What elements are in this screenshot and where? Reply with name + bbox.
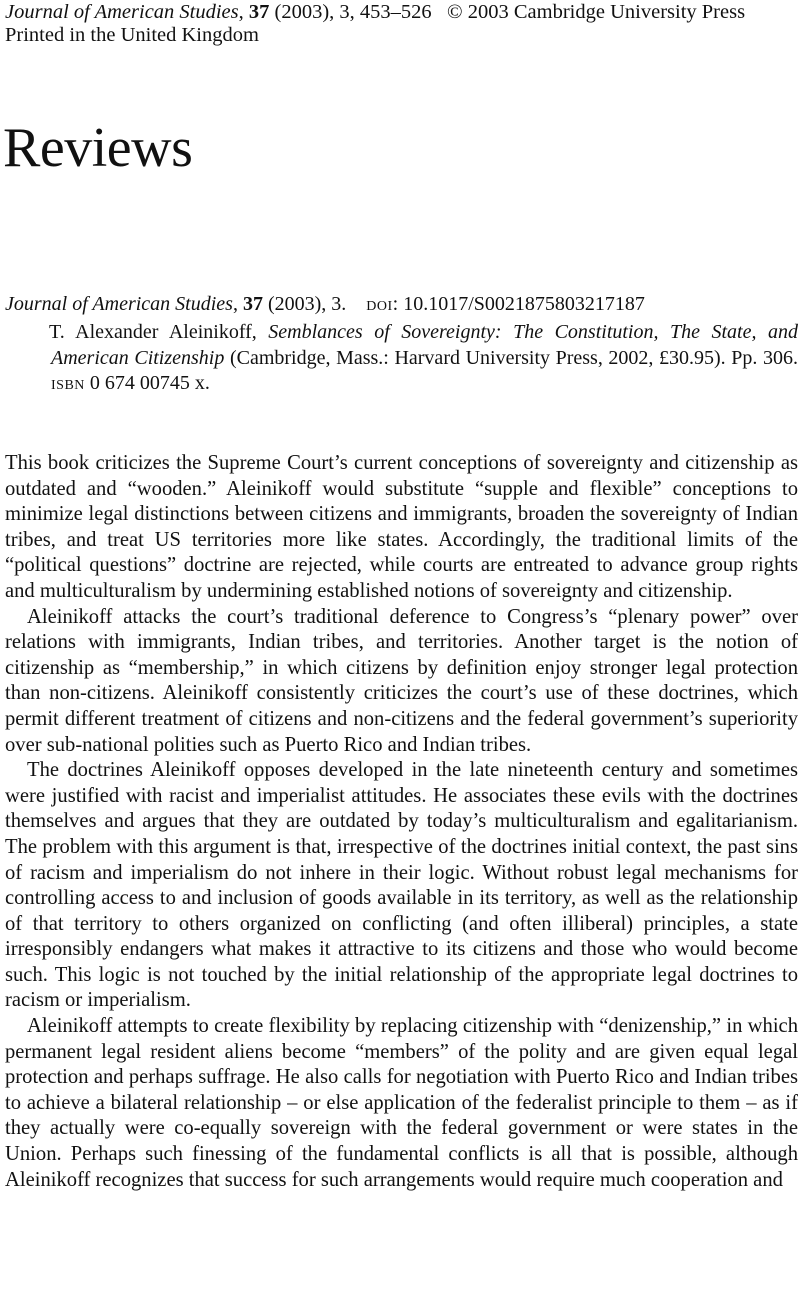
header-volume: 37 <box>248 1 270 23</box>
review-paragraph: Aleinikoff attempts to create flexibility by replacing citizenship with “denizenship,” in which permanent legal resident aliens become “members” of the polity and are given equal legal protection and perhaps suffrage. He also calls for negotiation with Puerto Rico and Indian tribes to achieve a bilateral relationship – or else application of the federalist principle to them – as if they actually were co-equally sovereign with the federal government or were states in the Union. Perhaps such finessing of the fundamental conflicts is all that is possible, although Aleinikoff recognizes that success for such arrangements would require much cooperation and <box>5 1015 798 1191</box>
book-author: T. Alexander Aleinikoff, <box>49 321 269 343</box>
doi-label: doi <box>366 293 393 315</box>
citation-line <box>5 292 645 316</box>
doi-value: : 10.1017/S0021875803217187 <box>392 293 645 315</box>
header-printed-line: Printed in the United Kingdom <box>5 24 259 46</box>
header-issue-pages: (2003), 3, 453–526 <box>269 1 432 23</box>
citation-comma: , <box>232 293 243 315</box>
book-citation <box>51 320 798 397</box>
header-journal-name: Journal of American Studies <box>5 1 239 23</box>
review-paragraph: This book criticizes the Supreme Court’s current conceptions of sovereignty and citizenship as outdated and “wooden.” Aleinikoff would substitute “supple and flexible” conceptions to minimize legal distinctions between citizens and immigrants, broaden the sovereignty of Indian tribes, and treat US territories more like states. Accordingly, the traditional limits of the “political questions” doctrine are rejected, while courts are entreated to advance group rights and multiculturalism by undermining established notions of sovereignty and citizenship. <box>5 452 798 602</box>
review-body <box>5 451 798 1193</box>
book-title: Semblances of Sovereignty: The Constitution, The State, and American Citizenship <box>51 321 798 369</box>
header-copyright: 2003 Cambridge University Press <box>462 1 746 23</box>
section-title: Reviews <box>3 117 193 179</box>
citation-volume: 37 <box>242 293 263 315</box>
isbn-label: isbn <box>51 372 85 394</box>
review-paragraph: The doctrines Aleinikoff opposes developed in the late nineteenth century and sometimes were justified with racist and imperialist attitudes. He associates these evils with the doctrines themselves and argues that they are outdated by today’s multiculturalism and egalitarianism. The problem with this argument is that, irrespective of the doctrines initial context, the past sins of racism and imperialism do not inhere in their logic. Without robust legal mechanisms for controlling access to and inclusion of goods available in its territory, as well as the relationship of that territory to others organized on conflicting (and often illiberal) principles, a state irresponsibly endangers what makes it attractive to its citizens and those who would become such. This logic is not touched by the initial relationship of the appropriate legal doctrines to racism or imperialism. <box>5 759 798 1012</box>
citation-year-issue: (2003), 3. <box>262 293 347 315</box>
running-header <box>5 0 745 24</box>
isbn-value: 0 674 00745 x. <box>84 372 210 394</box>
review-paragraph: Aleinikoff attacks the court’s traditional deference to Congress’s “plenary power” over relations with immigrants, Indian tribes, and territories. Another target is the notion of citizenship as “membership,” in which citizens by definition enjoy stronger legal protection than non-citizens. Aleinikoff consistently criticizes the court’s use of these doctrines, which permit different treatment of citizens and non-citizens and the federal government’s superiority over sub-national polities such as Puerto Rico and Indian tribes. <box>5 605 798 756</box>
header-comma: , <box>238 1 249 23</box>
citation-journal-name: Journal of American Studies <box>5 293 233 315</box>
book-publication: (Cambridge, Mass.: Harvard University Press, 2002, £30.95). Pp. 306. <box>224 346 798 369</box>
copyright-icon: © <box>447 1 463 23</box>
